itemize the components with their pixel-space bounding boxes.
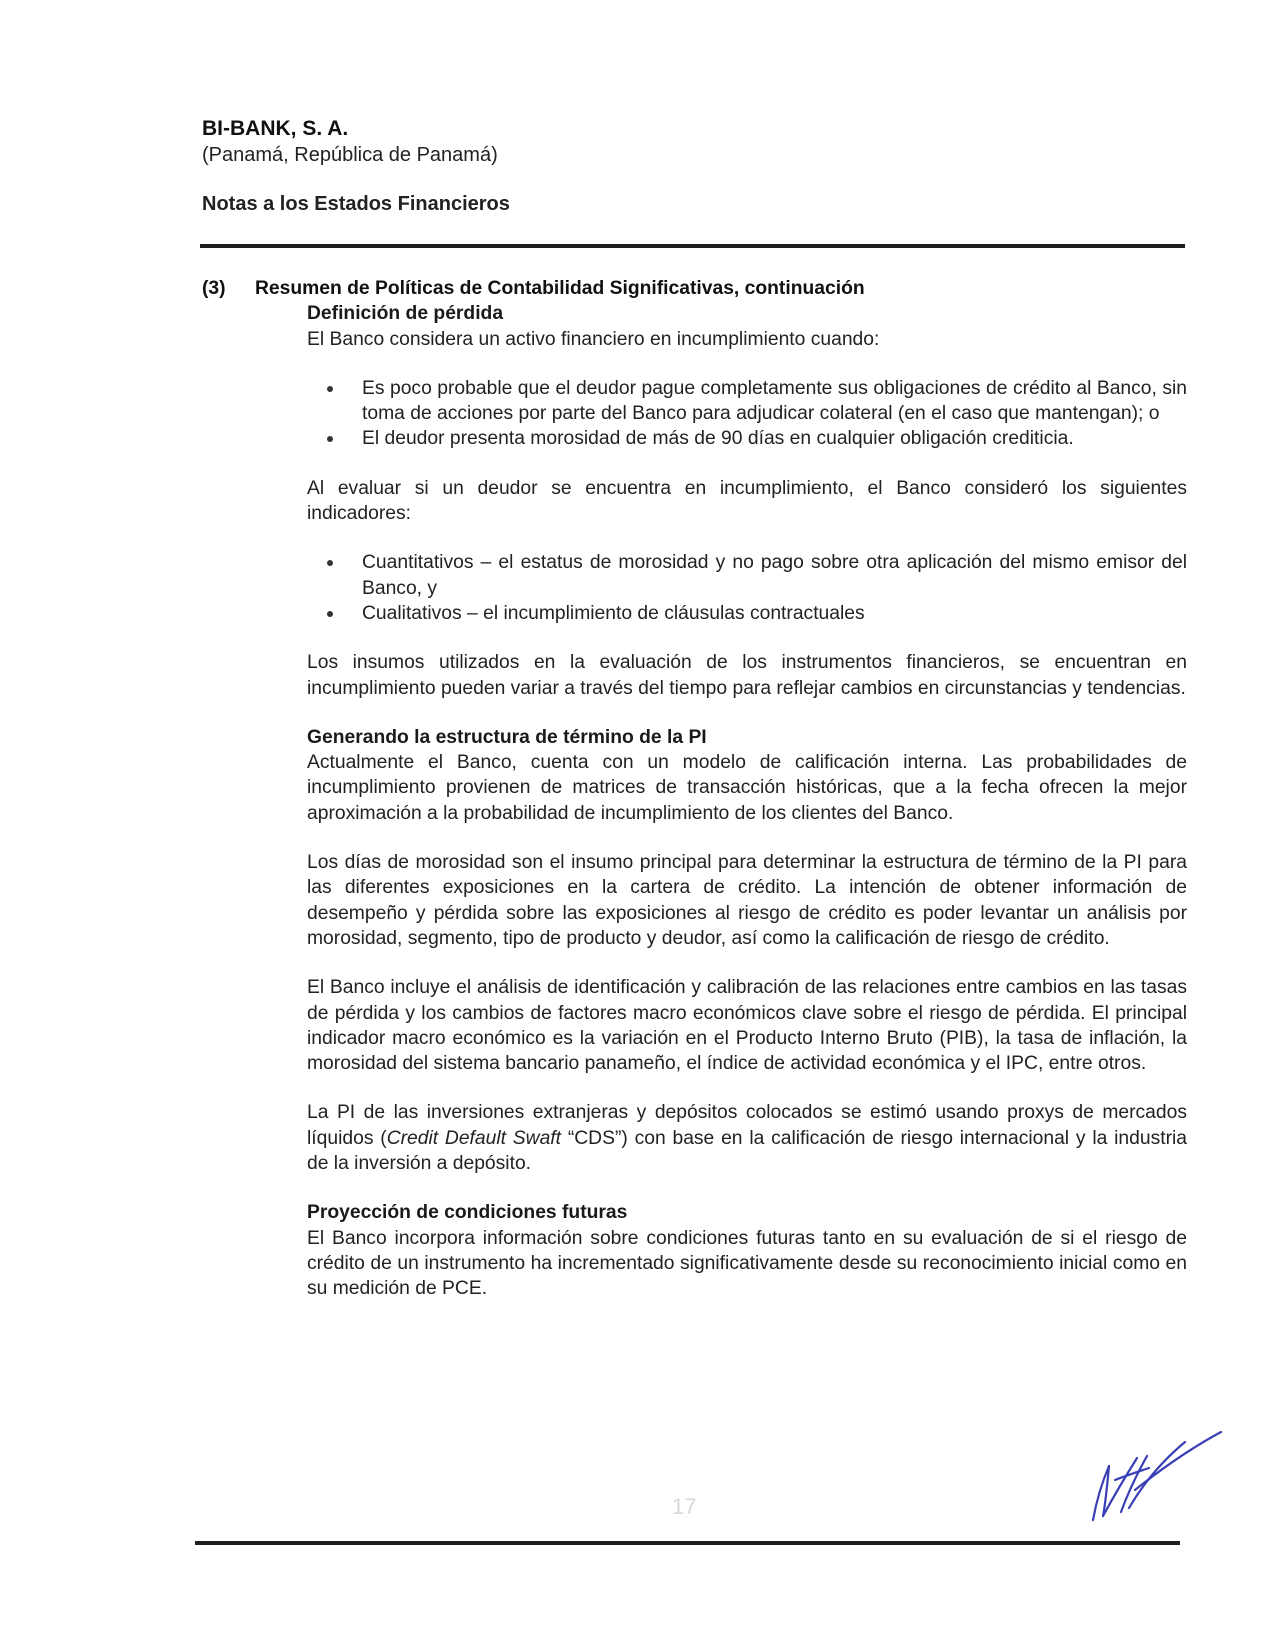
- note-title: Resumen de Políticas de Contabilidad Significativas, continuación: [255, 278, 865, 299]
- list-item: Es poco probable que el deudor pague completamente sus obligaciones de crédito al Banco, sin toma de acciones por parte del Banco para adjudicar colateral (en el caso que mantengan); o: [307, 376, 1187, 427]
- note-heading: [202, 276, 1187, 301]
- note-body: [307, 301, 1187, 1301]
- pi-paragraph-1: Actualmente el Banco, cuenta con un modelo de calificación interna. Las probabilidades de incumplimiento provienen de matrices de transacción históricas, que a la fecha ofrecen la mejor aproximación a la probabilidad de incumplimiento de los clientes del Banco.: [307, 752, 1187, 824]
- section-heading-proyeccion: Proyección de condiciones futuras: [307, 1202, 628, 1224]
- definicion-intro: El Banco considera un activo financiero en incumplimiento cuando:: [307, 328, 880, 350]
- bullet-icon: [327, 611, 333, 617]
- definicion-closing: Los insumos utilizados en la evaluación de los instrumentos financieros, se encuentran en incumplimiento pueden variar a través del tiempo para reflejar cambios en circunstancias y tendencias.: [307, 652, 1187, 699]
- section-heading-definicion: Definición de pérdida: [307, 303, 504, 325]
- bullet-icon: [327, 386, 333, 392]
- page-number: 17: [672, 1494, 697, 1519]
- proyeccion-paragraph: El Banco incorpora información sobre condiciones futuras tanto en su evaluación de si el riesgo de crédito de un instrumento ha incrementado significativamente desde su reconocimiento inicial como en su medición de PCE.: [307, 1227, 1187, 1300]
- section-heading-pi: Generando la estructura de término de la PI: [307, 726, 707, 748]
- list-item: Cualitativos – el incumplimiento de cláusulas contractuales: [307, 601, 1187, 626]
- footer-divider: [195, 1541, 1180, 1545]
- list-item: El deudor presenta morosidad de más de 90 días en cualquier obligación crediticia.: [307, 426, 1187, 451]
- pi-paragraph-4: La PI de las inversiones extranjeras y depósitos colocados se estimó usando proxys de mercados líquidos (Credit Default Swaft “CDS”) con base en la calificación de riesgo internacional y la industria de la inversión a depósito.: [307, 1102, 1188, 1175]
- company-location: (Panamá, República de Panamá): [202, 144, 498, 166]
- indicators-intro: Al evaluar si un deudor se encuentra en incumplimiento, el Banco consideró los siguientes indicadores:: [307, 477, 1187, 525]
- note-number: (3): [202, 278, 226, 299]
- bullet-icon: [327, 560, 333, 566]
- company-name: BI-BANK, S. A.: [202, 117, 349, 140]
- bullet-icon: [327, 436, 333, 442]
- pi-paragraph-2: Los días de morosidad son el insumo principal para determinar la estructura de término de la PI para las diferentes exposiciones en la cartera de crédito. La intención de obtener información de desempeño y pérdida sobre las exposiciones al riesgo de crédito es poder levantar un análisis por morosidad, segmento, tipo de producto y deudor, así como la calificación de riesgo de crédito.: [307, 852, 1187, 949]
- signature-icon: [1085, 1428, 1225, 1528]
- pi-paragraph-3: El Banco incluye el análisis de identificación y calibración de las relaciones entre cambios en las tasas de pérdida y los cambios de factores macro económicos clave sobre el riesgo de pérdida. El principal indicador macro económico es la variación en el Producto Interno Bruto (PIB), la tasa de inflación, la morosidad del sistema bancario panameño, el índice de actividad económica y el IPC, entre otros.: [307, 977, 1187, 1075]
- indicators-list: [307, 550, 1187, 626]
- header-divider: [200, 244, 1185, 248]
- document-title: Notas a los Estados Financieros: [202, 193, 510, 215]
- default-criteria-list: [307, 376, 1187, 452]
- note-content: [202, 276, 1187, 1302]
- list-item: Cuantitativos – el estatus de morosidad y no pago sobre otra aplicación del mismo emisor del Banco, y: [307, 550, 1187, 601]
